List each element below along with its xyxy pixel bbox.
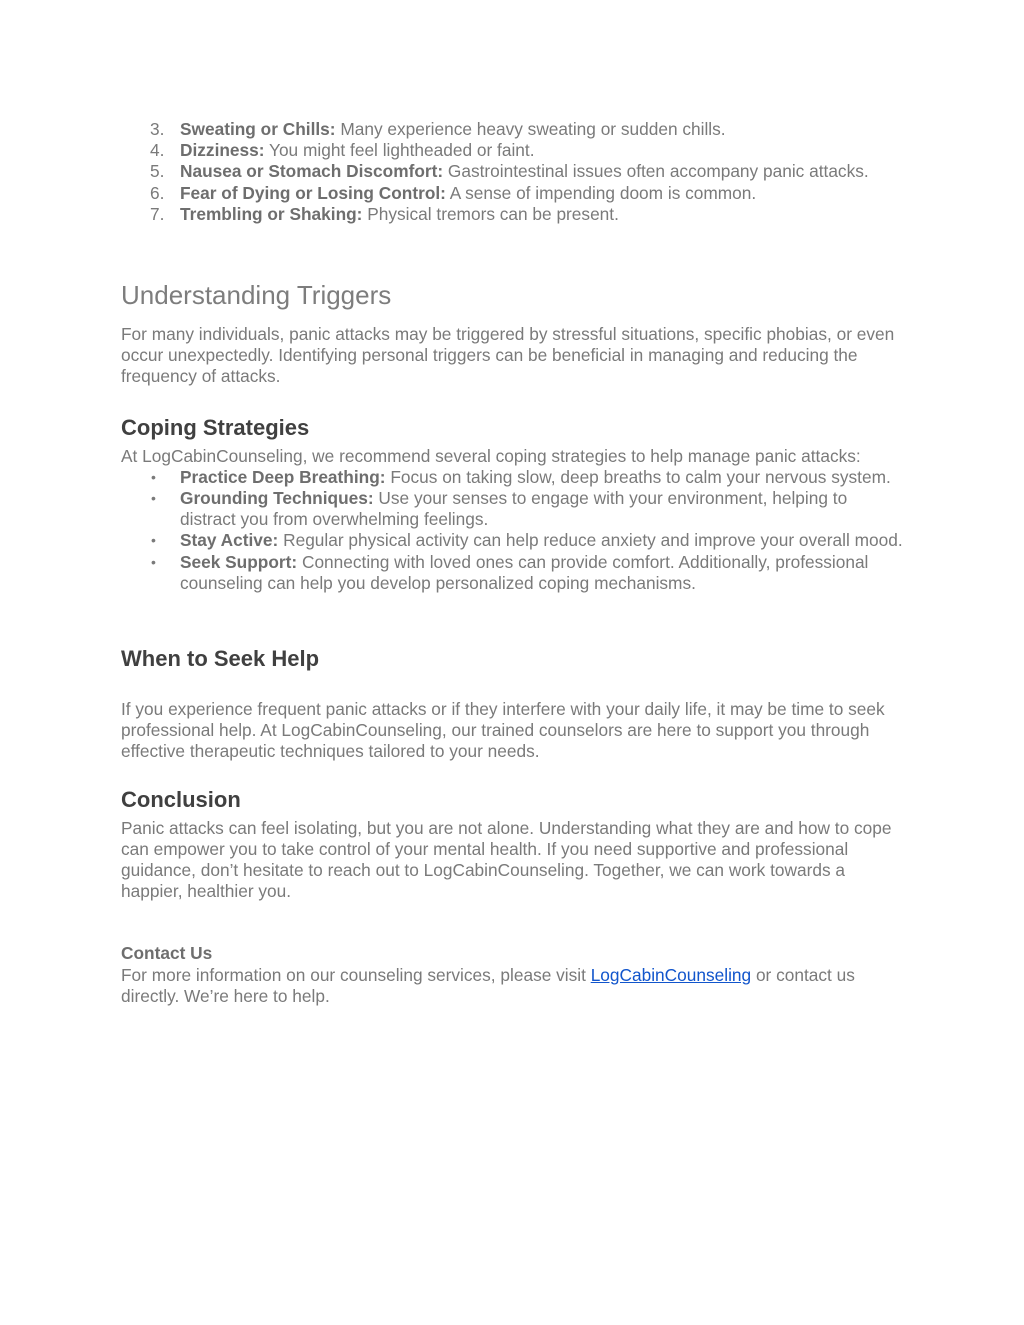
symptoms-list [121,119,906,225]
list-item-label: Sweating or Chills: [180,119,336,139]
coping-list [121,467,906,594]
triggers-paragraph: For many individuals, panic attacks may be triggered by stressful situations, specific phobias, or even occur unexpectedly. Identifying personal triggers can be beneficial in managing and reducing the frequency of attacks. [121,324,895,387]
coping-intro: At LogCabinCounseling, we recommend several coping strategies to help manage panic attacks: [121,445,861,466]
list-item-label: Fear of Dying or Losing Control: [180,182,446,203]
seek-help-paragraph: If you experience frequent panic attacks or if they interfere with your daily life, it may be time to seek professional help. At LogCabinCounseling, our trained counselors are here to support you through effective therapeutic techniques tailored to your needs. [121,699,885,762]
list-item [121,183,906,204]
list-item-label: Practice Deep Breathing: [180,466,386,487]
seek-help-heading: When to Seek Help [121,646,320,672]
conclusion-heading: Conclusion [121,786,241,812]
coping-heading: Coping Strategies [121,414,310,440]
list-item-label: Nausea or Stomach Discomfort: [180,161,444,182]
triggers-heading: Understanding Triggers [121,280,392,311]
list-item [121,552,906,594]
list-item [121,119,906,140]
list-item [121,161,906,182]
list-item-text: Use your senses to engage with your environment, helping to distract you from overwhelming feelings. [180,488,848,530]
list-item [121,488,906,530]
list-item-label: Grounding Techniques: [180,488,374,509]
bullet-icon: • [151,490,156,507]
list-item [121,530,906,551]
bullet-icon: • [151,532,156,549]
list-item-label: Dizziness: [180,140,265,161]
conclusion-paragraph: Panic attacks can feel isolating, but you are not alone. Understanding what they are and how to cope can empower you to take control of your mental health. If you need supportive and professional guidance, don’t hesitate to reach out to LogCabinCounseling. Together, we can work towards a happier, healthier you. [121,817,892,902]
list-item-text: Physical tremors can be present. [362,203,619,224]
contact-text-after: or contact us directly. We’re here to help. [121,964,855,1006]
list-item-label: Trembling or Shaking: [180,203,363,224]
list-item [121,467,906,488]
list-item [121,204,906,225]
list-item-text: Gastrointestinal issues often accompany panic attacks. [443,161,869,182]
list-number: 7. [150,203,165,224]
list-item-label: Stay Active: [180,530,279,551]
list-number: 4. [150,140,165,161]
list-number: 5. [150,161,165,182]
list-item [121,140,906,161]
contact-text-before: For more information on our counseling services, please visit [121,964,591,985]
logcabin-link[interactable]: LogCabinCounseling [590,964,752,985]
bullet-icon: • [151,468,156,485]
bullet-icon: • [151,553,156,570]
contact-paragraph [121,965,906,1007]
list-item-text: Regular physical activity can help reduce anxiety and improve your overall mood. [278,530,903,551]
list-number: 6. [150,182,165,203]
list-item-text: A sense of impending doom is common. [445,182,757,203]
list-item-text: You might feel lightheaded or faint. [264,140,535,161]
list-item-text: Many experience heavy sweating or sudden chills. [335,119,726,139]
list-item-text: Focus on taking slow, deep breaths to calm your nervous system. [385,466,891,487]
list-item-label: Seek Support: [180,551,298,572]
contact-heading: Contact Us [121,943,213,964]
list-number: 3. [150,119,165,139]
list-item-text: Connecting with loved ones can provide comfort. Additionally, professional counseling can help you develop personalized coping mechanisms. [180,551,869,593]
document-page [121,119,906,1007]
